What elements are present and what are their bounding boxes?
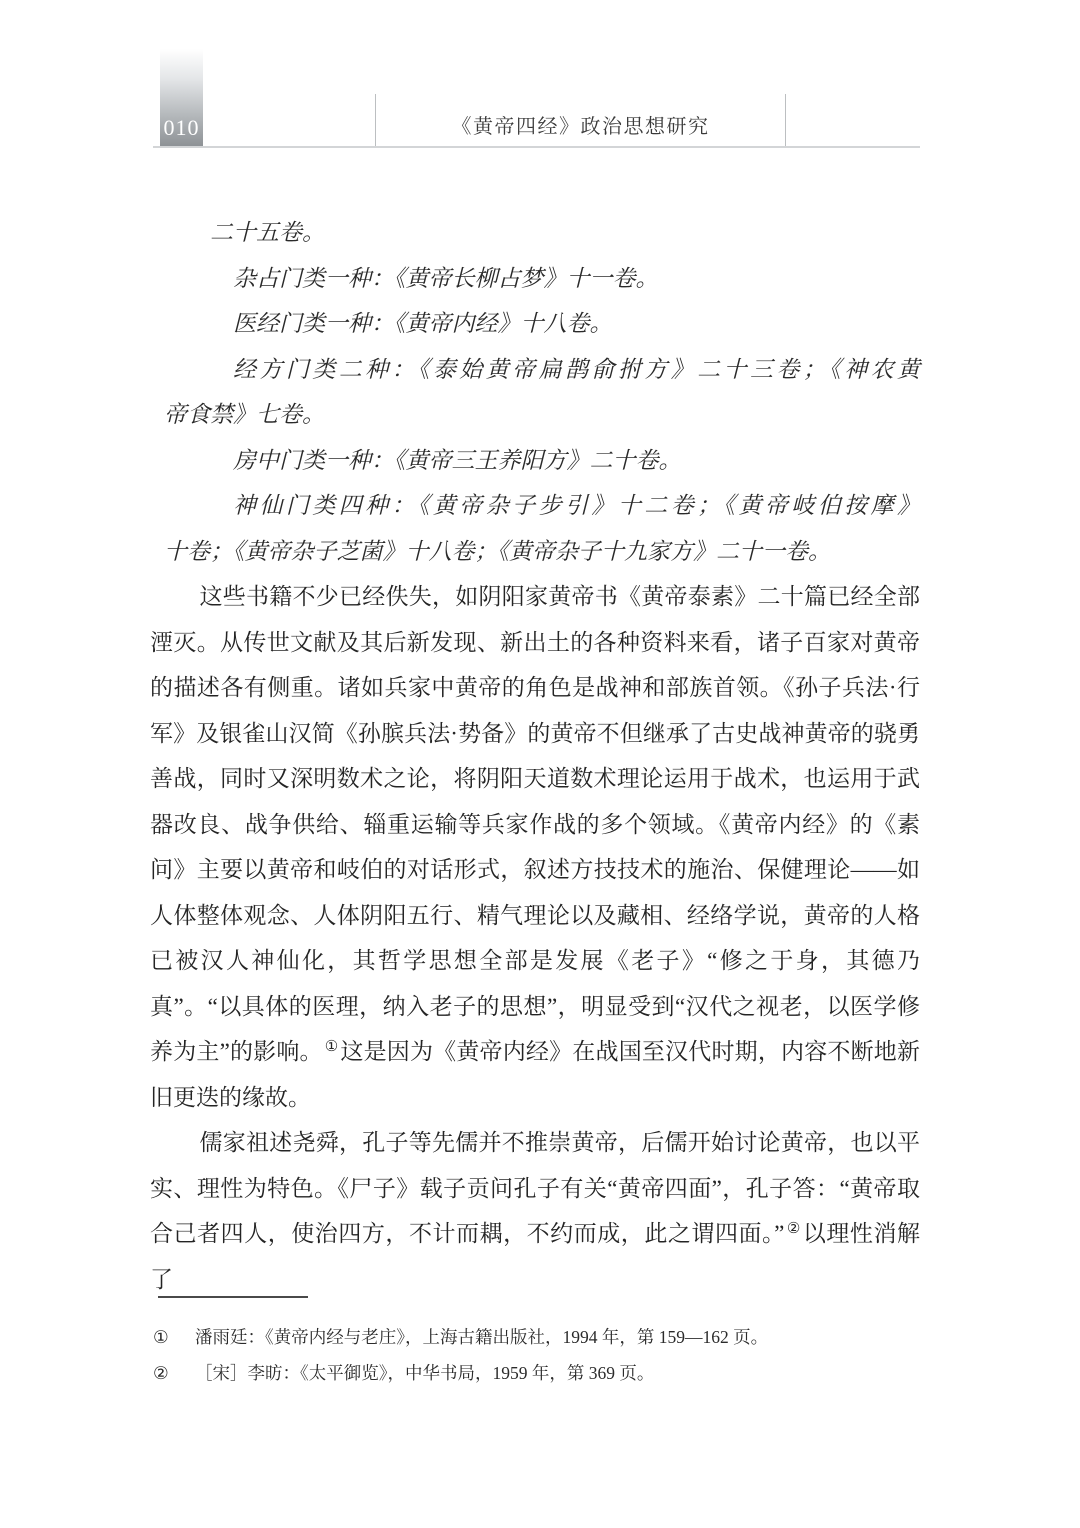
running-head [375, 94, 786, 147]
footnote-text: ［宋］李昉：《太平御览》，中华书局，1959 年，第 369 页。 [195, 1363, 655, 1383]
footnote-text: 潘雨廷：《黄帝内经与老庄》，上海古籍出版社，1994 年，第 159—162 页。 [195, 1327, 769, 1347]
quotation-block [164, 210, 920, 574]
quote-line: 经方门类二种：《泰始黄帝扁鹊俞拊方》二十三卷；《神农黄 [233, 356, 920, 382]
quote-line: 医经门类一种：《黄帝内经》十八卷。 [233, 311, 613, 336]
paragraph-text: 儒家祖述尧舜，孔子等先儒并不推崇黄帝，后儒开始讨论黄帝，也以平实、理性为特色。《尸子》载子贡问孔子有关“黄帝四面”，孔子答：“黄帝取合己者四人，使治四方，不计而耦，不约而成，此之谓四面。” [150, 1130, 920, 1246]
footnote-marker: ② [153, 1363, 169, 1383]
footnote-list [153, 1319, 943, 1391]
header-rule [153, 146, 920, 148]
paragraph [150, 574, 920, 1120]
paragraph-text: 这是因为《黄帝内经》在战国至汉代时期，内容不断地新旧更迭的缘故。 [150, 1039, 920, 1110]
footnote-ref-2: ② [786, 1221, 801, 1238]
body-text [150, 210, 920, 1302]
footnote-marker: ① [153, 1327, 169, 1347]
quote-line: 帝食禁》七卷。 [164, 402, 325, 427]
footnote-item [153, 1355, 943, 1391]
footnote-separator [158, 1296, 308, 1298]
quote-line: 房中门类一种：《黄帝三王养阳方》二十卷。 [233, 447, 682, 473]
page-number: 010 [163, 115, 200, 140]
footnote-ref-1: ① [324, 1039, 339, 1056]
page-number-bar [160, 49, 203, 148]
paragraph [150, 1120, 920, 1302]
quote-line: 杂占门类一种：《黄帝长柳占梦》十一卷。 [233, 265, 659, 291]
footnote-item [153, 1319, 943, 1355]
paragraph-text: 以理性消解了 [150, 1221, 920, 1292]
book-title: 《黄帝四经》政治思想研究 [451, 116, 710, 138]
quote-line: 神仙门类四种：《黄帝杂子步引》十二卷；《黄帝岐伯按摩》 [233, 493, 920, 518]
paragraph-text: 这些书籍不少已经佚失，如阴阳家黄帝书《黄帝泰素》二十篇已经全部湮灭。从传世文献及其后新发现、新出土的各种资料来看，诸子百家对黄帝的描述各有侧重。诸如兵家中黄帝的角色是战神和部族首领。《孙子兵法·行军》及银雀山汉简《孙膑兵法·势备》的黄帝不但继承了古史战神黄帝的骁勇善战，同时又深明数术之论，将阴阳天道数术理论运用于战术，也运用于武器改良、战争供给、辎重运输等兵家作战的多个领域。《黄帝内经》的《素问》主要以黄帝和岐伯的对话形式，叙述方技技术的施治、保健理论——如人体整体观念、人体阴阳五行、精气理论以及藏相、经络学说，黄帝的人格已被汉人神仙化，其哲学思想全部是发展《老子》“修之于身，其德乃真”。“以具体的医理，纳入老子的思想”，明显受到“汉代之视老，以医学修养为主”的影响。 [150, 584, 920, 1064]
quote-line: 十卷；《黄帝杂子芝菌》十八卷；《黄帝杂子十九家方》二十一卷。 [164, 538, 831, 564]
quote-line: 二十五卷。 [210, 220, 325, 245]
